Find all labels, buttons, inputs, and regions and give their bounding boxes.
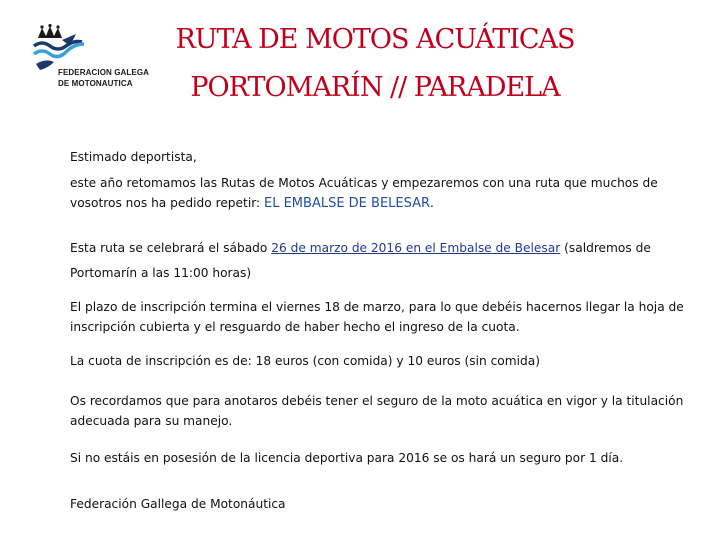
signature: Federación Gallega de Motonáutica [70, 497, 286, 511]
title-line2: PORTOMARÍN // PARADELA [190, 72, 560, 103]
paragraph-date-start: Esta ruta se celebrará el sábado [70, 241, 272, 255]
greeting: Estimado deportista, [70, 150, 197, 164]
paragraph-intro [70, 173, 685, 214]
belesar-highlight: EL EMBALSE DE BELESAR [264, 196, 431, 211]
paragraph-intro-end: . [430, 196, 434, 210]
paragraph-deadline: El plazo de inscripción termina el viernes 18 de marzo, para lo que debéis hacernos llegar la hoja de inscripción cubierta y el resguardo de haber hecho el ingreso de la cuota. [70, 300, 684, 334]
paragraph-date [70, 236, 685, 286]
paragraph-insurance: Os recordamos que para anotaros debéis tener el seguro de la moto acuática en vigor y la titulación adecuada para su manejo. [70, 394, 684, 428]
paragraph-license: Si no estáis en posesión de la licencia deportiva para 2016 se os hará un seguro por 1 día. [70, 451, 624, 465]
paragraph-intro-text: este año retomamos las Rutas de Motos Acuáticas y empezaremos con una ruta que muchos de vosotros nos ha pedido repetir: [70, 176, 658, 210]
paragraph-fee: La cuota de inscripción es de: 18 euros (con comida) y 10 euros (sin comida) [70, 354, 540, 368]
event-date-link[interactable]: 26 de marzo de 2016 en el Embalse de Belesar [271, 241, 561, 255]
logo-text-line2: DE MOTONAUTICA [58, 79, 133, 88]
paragraph-date-end: (saldremos de Portomarín a las 11:00 horas) [70, 241, 651, 280]
logo-text-line1: FEDERACION GALEGA [58, 68, 150, 77]
title-line1: RUTA DE MOTOS ACUÁTICAS [175, 24, 575, 55]
